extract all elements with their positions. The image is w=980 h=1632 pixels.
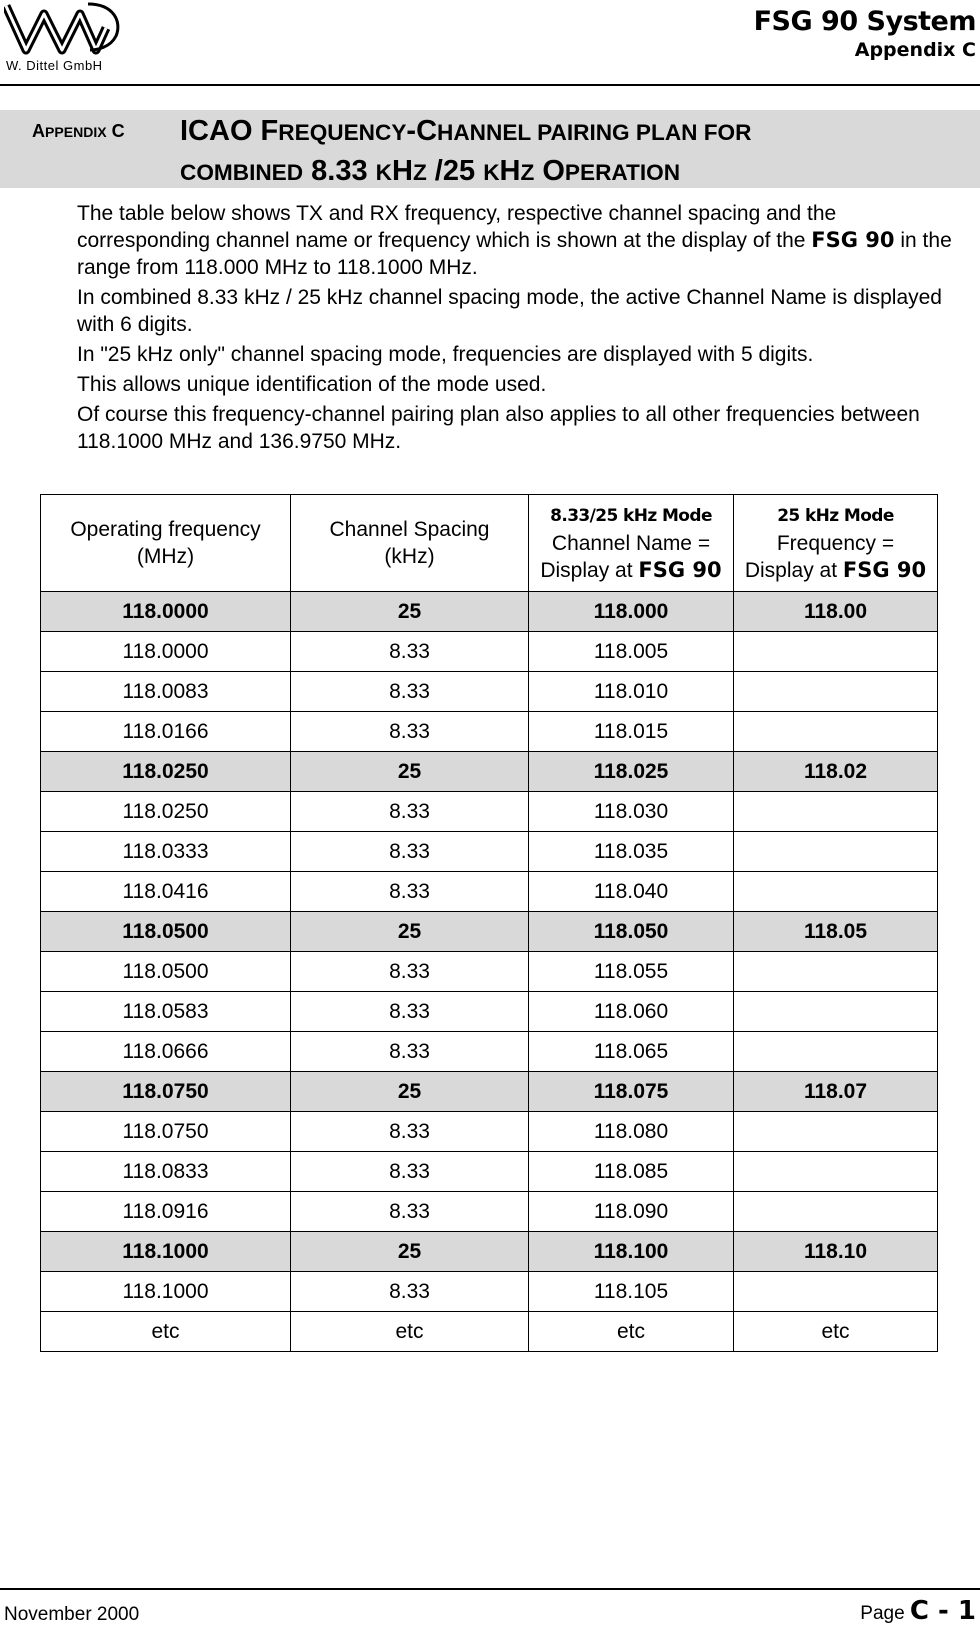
cell-operating-frequency: 118.0416 (41, 872, 291, 912)
cell-operating-frequency: 118.0833 (41, 1152, 291, 1192)
cell-frequency-25 (734, 792, 938, 832)
header-text: (MHz) (136, 545, 195, 568)
brand-name: FSG 90 (842, 557, 927, 582)
cell-frequency-25 (734, 1192, 938, 1232)
cell-frequency-25 (734, 992, 938, 1032)
cell-channel-spacing: 25 (291, 1232, 529, 1272)
cell-channel-spacing: etc (291, 1312, 529, 1352)
header-mode: 8.33/25 kHz Mode (550, 505, 712, 526)
cell-operating-frequency: 118.0000 (41, 592, 291, 632)
table-row (41, 832, 938, 872)
frequency-channel-table (40, 494, 938, 1352)
brand-name: FSG 90 (638, 557, 722, 582)
table-row (41, 1272, 938, 1312)
cell-frequency-25 (734, 1152, 938, 1192)
table-row (41, 632, 938, 672)
cell-operating-frequency: 118.1000 (41, 1272, 291, 1312)
cell-channel-spacing: 8.33 (291, 1032, 529, 1072)
table-row (41, 1072, 938, 1112)
intro-paragraph: Of course this frequency-channel pairing plan also applies to all other frequencies between 118.1000 MHz and 136.9750 MHz. (77, 403, 920, 453)
cell-channel-spacing: 25 (291, 752, 529, 792)
header-text: Operating frequency (70, 518, 261, 541)
cell-frequency-25 (734, 672, 938, 712)
cell-channel-spacing: 8.33 (291, 952, 529, 992)
table-row (41, 872, 938, 912)
cell-frequency-25 (734, 712, 938, 752)
cell-operating-frequency: 118.0250 (41, 792, 291, 832)
table-row (41, 992, 938, 1032)
cell-frequency-25 (734, 952, 938, 992)
section-banner (0, 110, 980, 188)
cell-operating-frequency: 118.1000 (41, 1232, 291, 1272)
cell-frequency-25: 118.07 (734, 1072, 938, 1112)
cell-channel-name: 118.100 (529, 1232, 734, 1272)
table-row (41, 1152, 938, 1192)
cell-operating-frequency: 118.0916 (41, 1192, 291, 1232)
cell-channel-name: 118.025 (529, 752, 734, 792)
cell-operating-frequency: 118.0583 (41, 992, 291, 1032)
cell-channel-spacing: 25 (291, 592, 529, 632)
document-header (754, 6, 976, 61)
intro-paragraph: In combined 8.33 kHz / 25 kHz channel spacing mode, the active Channel Name is displayed with 6 digits. (77, 286, 942, 336)
table-row (41, 712, 938, 752)
appendix-label: APPENDIX C (32, 121, 125, 141)
cell-operating-frequency: etc (41, 1312, 291, 1352)
cell-channel-name: 118.090 (529, 1192, 734, 1232)
col-header-frequency-25 (734, 495, 938, 592)
cell-channel-name: 118.030 (529, 792, 734, 832)
cell-frequency-25 (734, 1112, 938, 1152)
intro-paragraph (77, 200, 967, 281)
table-row (41, 672, 938, 712)
cell-channel-spacing: 8.33 (291, 792, 529, 832)
table-row (41, 952, 938, 992)
table-row (41, 1032, 938, 1072)
cell-channel-spacing: 8.33 (291, 992, 529, 1032)
table-row (41, 752, 938, 792)
header-text: Channel Name = (551, 531, 711, 555)
cell-channel-spacing: 8.33 (291, 1272, 529, 1312)
cell-channel-spacing: 8.33 (291, 1112, 529, 1152)
intro-paragraph: This allows unique identification of the mode used. (77, 373, 547, 396)
cell-channel-spacing: 8.33 (291, 832, 529, 872)
col-header-channel-name (529, 495, 734, 592)
cell-operating-frequency: 118.0750 (41, 1072, 291, 1112)
intro-text (77, 200, 967, 458)
cell-operating-frequency: 118.0750 (41, 1112, 291, 1152)
intro-paragraph: In "25 kHz only" channel spacing mode, frequencies are displayed with 5 digits. (77, 343, 814, 366)
cell-channel-name: 118.005 (529, 632, 734, 672)
col-header-operating-frequency (41, 495, 291, 592)
cell-operating-frequency: 118.0250 (41, 752, 291, 792)
cell-channel-name: 118.075 (529, 1072, 734, 1112)
cell-operating-frequency: 118.0333 (41, 832, 291, 872)
cell-operating-frequency: 118.0666 (41, 1032, 291, 1072)
cell-channel-spacing: 8.33 (291, 872, 529, 912)
header-text: Display at (540, 558, 633, 582)
intro-text-part: The table below shows TX and RX frequency, respective channel spacing and the corresponding channel name or frequency which is shown at the display of the (77, 202, 837, 252)
cell-channel-name: 118.065 (529, 1032, 734, 1072)
cell-operating-frequency: 118.0500 (41, 912, 291, 952)
cell-channel-name: 118.015 (529, 712, 734, 752)
cell-channel-name: 118.085 (529, 1152, 734, 1192)
cell-channel-spacing: 8.33 (291, 632, 529, 672)
page-number: C - 1 (909, 1596, 976, 1626)
table-body (41, 592, 938, 1352)
system-title: FSG 90 System (753, 6, 976, 37)
table-row (41, 1232, 938, 1272)
cell-operating-frequency: 118.0083 (41, 672, 291, 712)
header-text: Channel Spacing (329, 518, 490, 541)
cell-channel-name: 118.050 (529, 912, 734, 952)
cell-channel-name: 118.080 (529, 1112, 734, 1152)
cell-frequency-25: 118.00 (734, 592, 938, 632)
appendix-title: Appendix C (854, 39, 976, 61)
company-name: W. Dittel GmbH (6, 58, 103, 73)
intro-text-part: in the range from 118.000 MHz to 118.1000 MHz. (77, 229, 952, 279)
cell-channel-spacing: 8.33 (291, 1152, 529, 1192)
cell-channel-spacing: 8.33 (291, 1192, 529, 1232)
table-row (41, 1192, 938, 1232)
cell-frequency-25 (734, 1032, 938, 1072)
company-logo (4, 0, 126, 76)
cell-operating-frequency: 118.0166 (41, 712, 291, 752)
cell-channel-name: 118.060 (529, 992, 734, 1032)
wd-logo-icon (4, 0, 126, 56)
header-divider (0, 84, 980, 86)
header-text: (kHz) (384, 545, 435, 568)
cell-frequency-25 (734, 872, 938, 912)
footer-page (860, 1596, 976, 1626)
cell-frequency-25 (734, 832, 938, 872)
cell-channel-name: etc (529, 1312, 734, 1352)
cell-frequency-25: etc (734, 1312, 938, 1352)
cell-channel-name: 118.010 (529, 672, 734, 712)
cell-frequency-25 (734, 632, 938, 672)
cell-channel-name: 118.035 (529, 832, 734, 872)
cell-operating-frequency: 118.0000 (41, 632, 291, 672)
footer-date: November 2000 (4, 1604, 140, 1625)
table-row (41, 792, 938, 832)
cell-frequency-25 (734, 1272, 938, 1312)
cell-frequency-25: 118.05 (734, 912, 938, 952)
table-header-row (41, 495, 938, 592)
cell-channel-name: 118.040 (529, 872, 734, 912)
cell-operating-frequency: 118.0500 (41, 952, 291, 992)
header-text: Display at (744, 558, 838, 582)
header-mode: 25 kHz Mode (777, 505, 894, 526)
header-text: Frequency = (776, 531, 895, 555)
table-row (41, 592, 938, 632)
cell-channel-spacing: 25 (291, 1072, 529, 1112)
page-label: Page (860, 1603, 905, 1624)
section-title: ICAO FREQUENCY-CHANNEL PAIRING PLAN FOR COMBINED 8.33 KHZ /25 KHZ OPERATION (180, 115, 752, 187)
cell-channel-name: 118.000 (529, 592, 734, 632)
brand-name: FSG 90 (811, 228, 895, 252)
col-header-channel-spacing (291, 495, 529, 592)
cell-frequency-25: 118.10 (734, 1232, 938, 1272)
cell-frequency-25: 118.02 (734, 752, 938, 792)
cell-channel-spacing: 8.33 (291, 672, 529, 712)
cell-channel-name: 118.055 (529, 952, 734, 992)
cell-channel-name: 118.105 (529, 1272, 734, 1312)
footer-divider (0, 1588, 980, 1590)
table-row (41, 1112, 938, 1152)
cell-channel-spacing: 25 (291, 912, 529, 952)
table-row (41, 912, 938, 952)
table-row (41, 1312, 938, 1352)
cell-channel-spacing: 8.33 (291, 712, 529, 752)
